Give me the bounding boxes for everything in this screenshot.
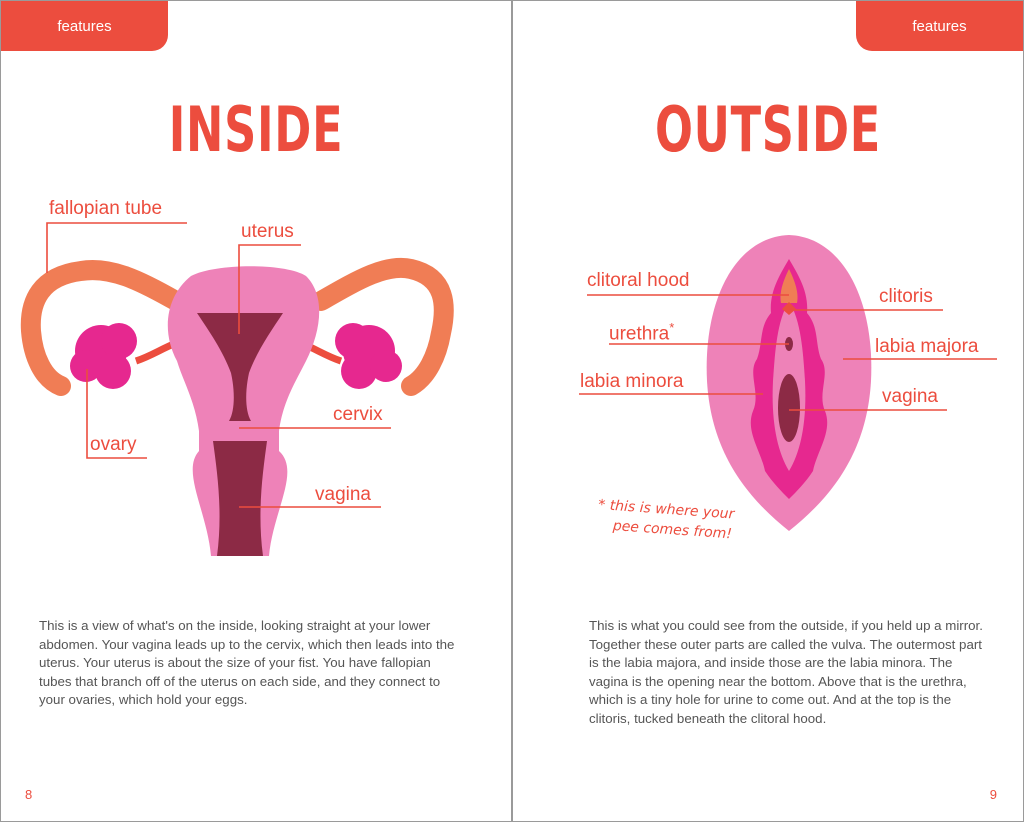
external-anatomy-diagram	[513, 1, 1024, 601]
internal-anatomy-diagram	[1, 1, 513, 601]
right-ovary	[335, 323, 402, 389]
label-urethra: urethra*	[609, 320, 675, 345]
page-title: OUTSIDE	[654, 93, 881, 166]
left-ovary-ligament	[136, 343, 176, 361]
note-line-1: * this is where your	[597, 496, 735, 523]
asterisk-mark: *	[669, 320, 675, 335]
label-vagina: vagina	[882, 386, 938, 407]
label-clitoris: clitoris	[879, 286, 933, 307]
section-tab: features	[856, 1, 1023, 51]
page-number: 9	[989, 787, 997, 802]
label-ovary: ovary	[90, 434, 137, 455]
body-paragraph: This is a view of what's on the inside, looking straight at your lower abdomen. Your vagina leads up to the cervix, which then leads into the uterus. Your uterus is about the size of your fist. You have fallopian tubes that branch off of the uterus on each side, and they connect to your ovaries, which hold your eggs.	[39, 618, 455, 708]
label-labia-majora: labia majora	[875, 336, 979, 357]
note-line-2: pee comes from!	[612, 518, 733, 543]
label-cervix: cervix	[333, 404, 383, 425]
label-labia-minora: labia minora	[580, 371, 684, 392]
section-tab: features	[1, 1, 168, 51]
vaginal-opening	[778, 374, 800, 442]
right-page	[512, 0, 1024, 822]
label-vagina: vagina	[315, 484, 371, 505]
vaginal-canal	[213, 441, 267, 556]
label-clitoral-hood: clitoral hood	[587, 270, 690, 291]
label-fallopian-tube: fallopian tube	[49, 198, 163, 219]
page-number: 8	[25, 787, 33, 802]
left-ovary	[70, 323, 137, 389]
left-page	[0, 0, 512, 822]
body-paragraph: This is what you could see from the outside, if you held up a mirror. Together these outer parts are called the vulva. The outermost part is the labia majora, and inside those are the labia minora. The vagina is the opening near the bottom. Above that is the urethra, which is a tiny hole for urine to come out. And at the top is the clitoris, tucked beneath the clitoral hood.	[589, 618, 983, 726]
label-uterus: uterus	[241, 221, 294, 242]
page-title: INSIDE	[168, 93, 344, 166]
